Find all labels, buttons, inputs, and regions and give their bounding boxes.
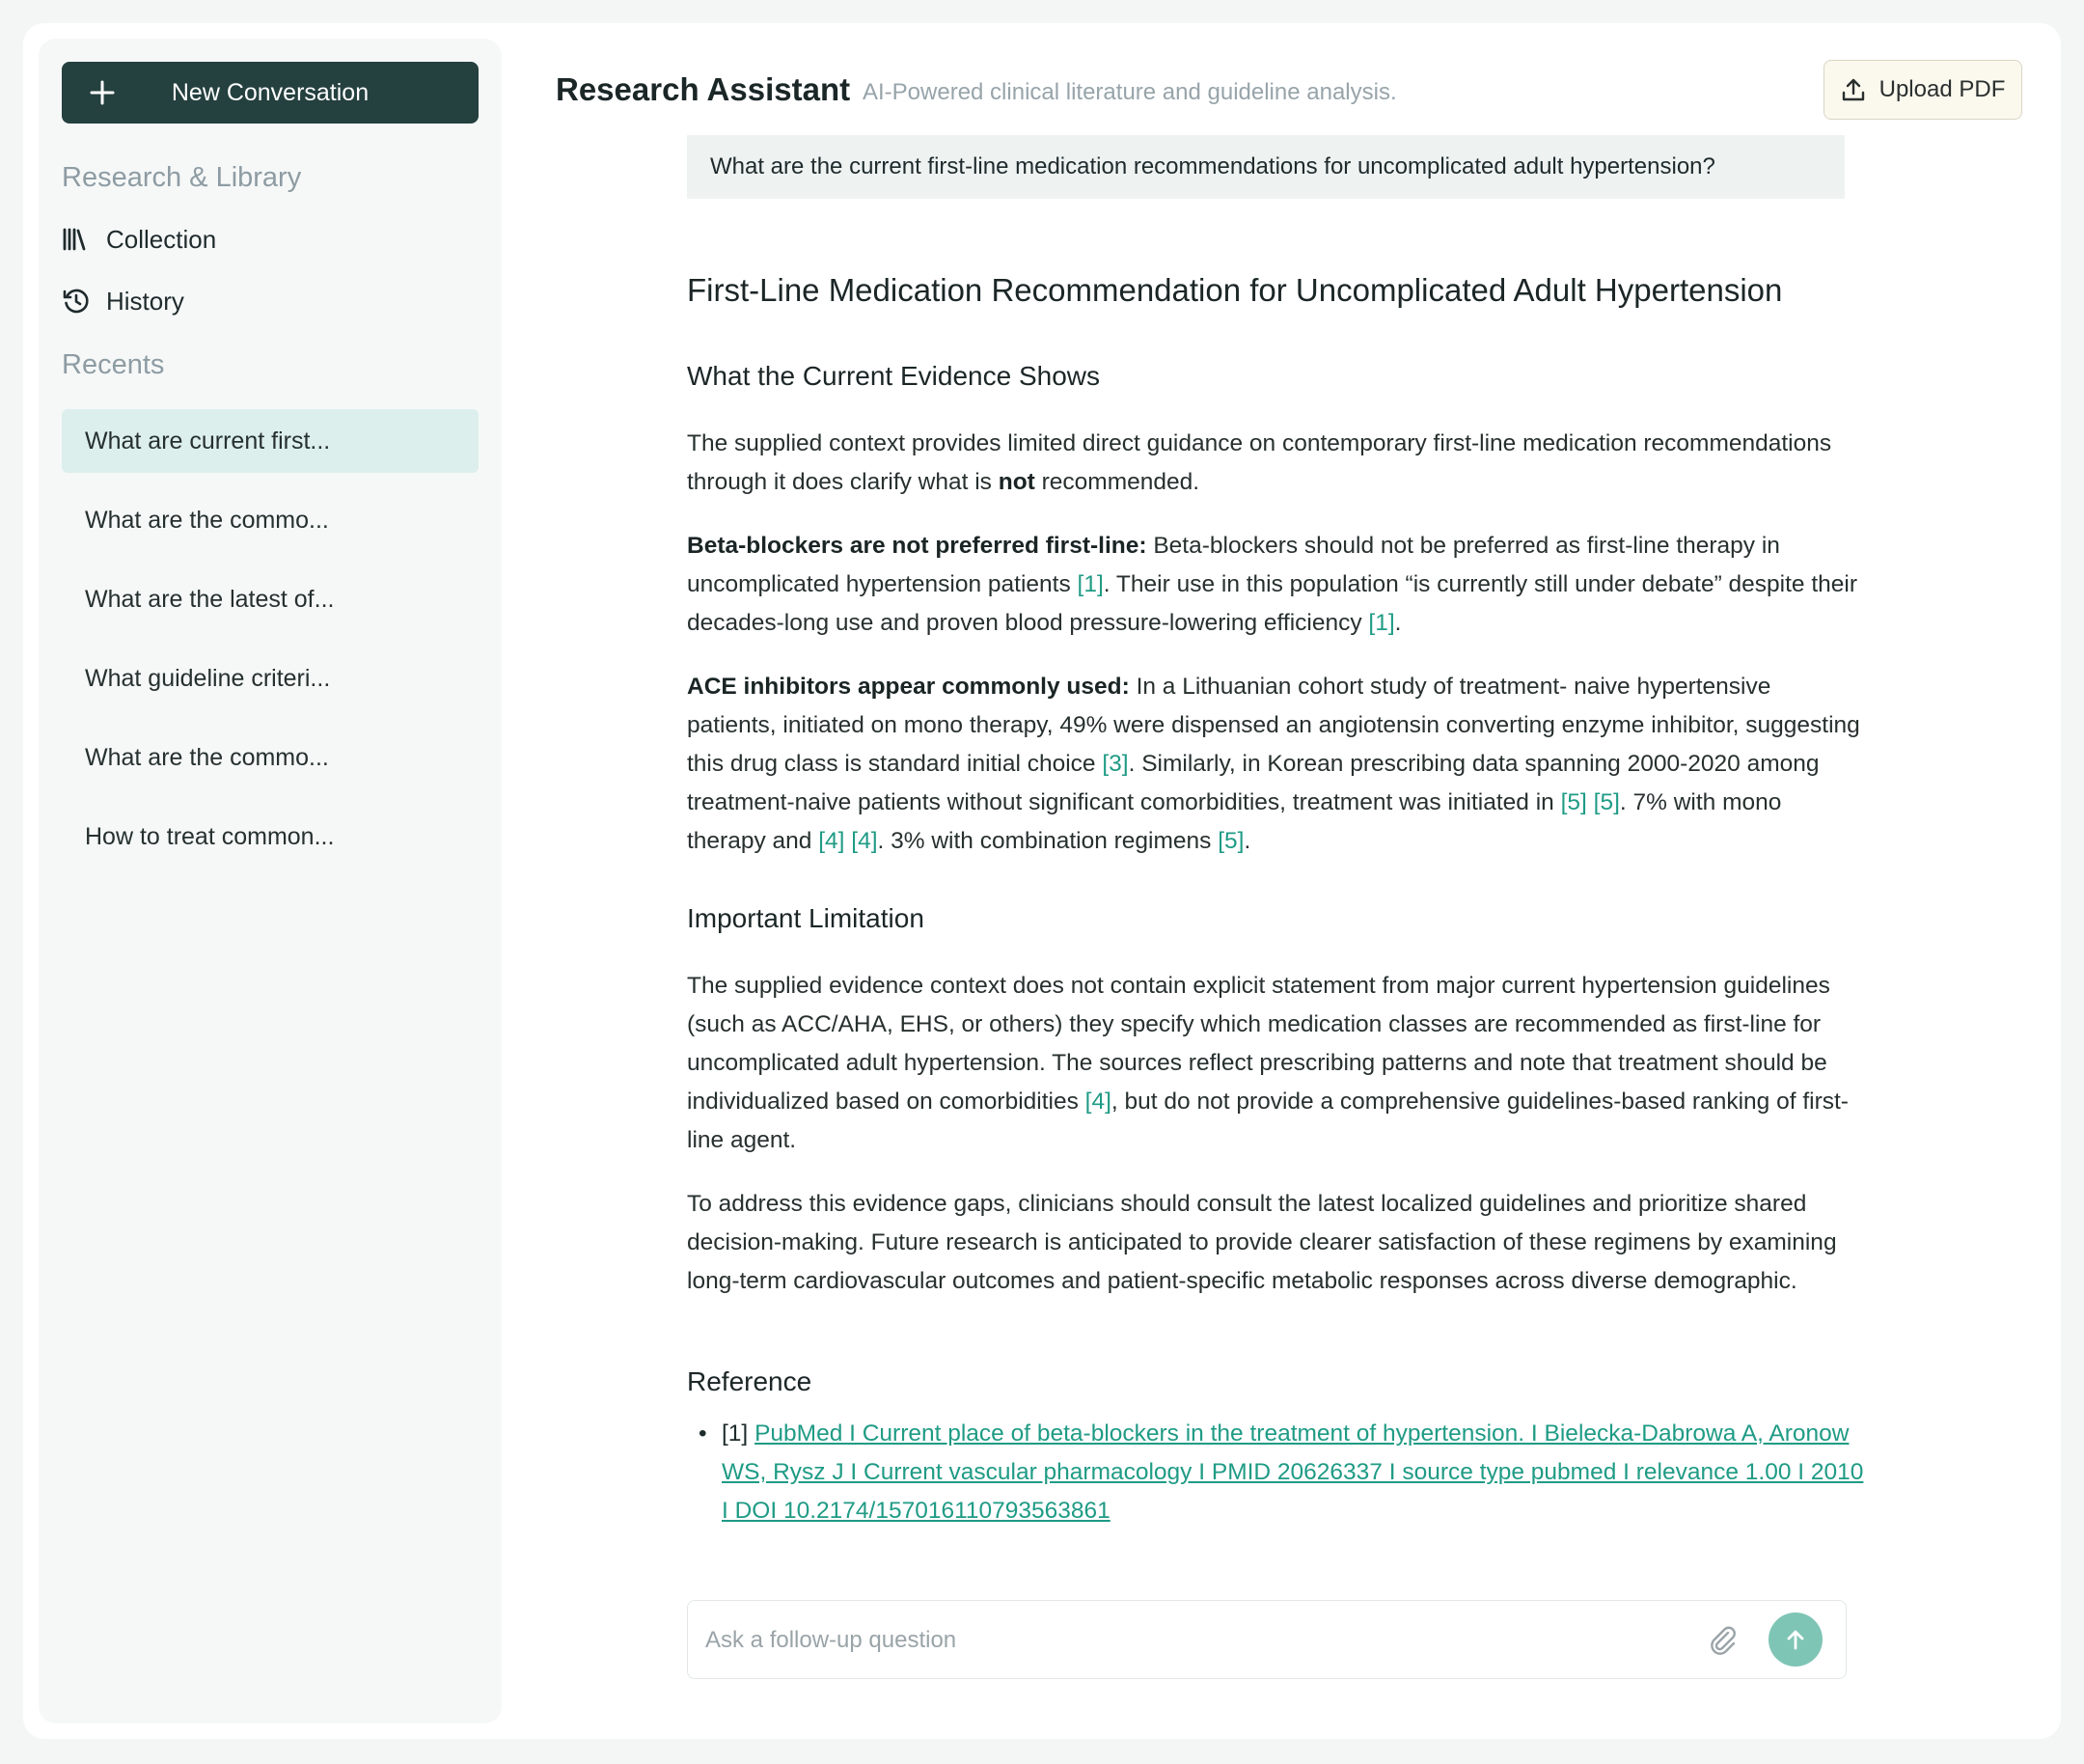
recent-item[interactable] xyxy=(62,647,479,710)
reference-item xyxy=(722,1415,1870,1530)
upload-pdf-label: Upload PDF xyxy=(1878,76,2006,102)
sidebar-item-history[interactable] xyxy=(62,278,479,324)
text: The supplied context provides limited direct guidance on contemporary first-line medication recommendations through it does clarify what is xyxy=(687,430,1832,495)
bullet: • xyxy=(699,1420,707,1447)
answer-title: First-Line Medication Recommendation for Uncomplicated Adult Hypertension xyxy=(687,272,1783,308)
text: Beta-blockers should not be preferred as first-line therapy in uncomplicated hypertension patients xyxy=(687,533,1780,597)
page-title: Research Assistant xyxy=(556,71,851,107)
recent-item[interactable] xyxy=(62,805,479,868)
section-heading-evidence: What the Current Evidence Shows xyxy=(687,361,1100,391)
plus-icon xyxy=(89,79,116,106)
citation-link[interactable]: [5] xyxy=(1218,828,1245,854)
answer-paragraph-2 xyxy=(687,527,1864,643)
follow-up-input[interactable] xyxy=(703,1618,1653,1663)
new-conversation-button[interactable] xyxy=(62,62,479,124)
citation-link[interactable]: [5] [5] xyxy=(1560,789,1620,815)
upload-icon xyxy=(1841,77,1866,102)
reference-number: [1] xyxy=(722,1420,749,1447)
answer-paragraph-4 xyxy=(687,967,1864,1160)
text: In a Lithuanian cohort study of treatment- naive hypertensive patients, initiated on mono therapy, 49% were dispensed an angiotensin converting enzyme inhibitor, suggesting this drug class is standard initial choice xyxy=(687,674,1860,777)
recent-item-label: How to treat common... xyxy=(85,822,335,850)
emphasis: not xyxy=(998,469,1035,495)
answer-paragraph-3 xyxy=(687,668,1864,861)
citation-link[interactable]: [1] xyxy=(1077,571,1104,597)
paragraph-lead: ACE inhibitors appear commonly used: xyxy=(687,674,1130,700)
recent-item[interactable] xyxy=(62,409,479,473)
section-title-recents: Recents xyxy=(62,349,165,380)
new-conversation-label: New Conversation xyxy=(171,78,370,106)
page-subtitle: AI-Powered clinical literature and guideline analysis. xyxy=(863,79,1397,105)
citation-link[interactable]: [3] xyxy=(1102,751,1129,777)
recent-item-label: What guideline criteri... xyxy=(85,664,331,692)
paragraph-lead: Beta-blockers are not preferred first-line: xyxy=(687,533,1147,559)
answer-paragraph-1 xyxy=(687,425,1864,502)
user-question: What are the current first-line medication recommendations for uncomplicated adult hypertension? xyxy=(687,135,1845,199)
section-heading-reference: Reference xyxy=(687,1366,812,1396)
recent-item-label: What are the latest of... xyxy=(85,585,335,613)
paperclip-icon[interactable] xyxy=(1707,1624,1740,1657)
recent-item[interactable] xyxy=(62,726,479,789)
section-title-library: Research & Library xyxy=(62,162,302,193)
history-icon xyxy=(62,287,91,316)
text: . Similarly, in Korean prescribing data spanning 2000-2020 among treatment-naive patients without significant comorbidities, treatment was initiated in xyxy=(687,751,1820,815)
recent-item[interactable] xyxy=(62,488,479,552)
section-heading-limitation: Important Limitation xyxy=(687,903,924,933)
answer-paragraph-5: To address this evidence gaps, clinicians should consult the latest localized guidelines and prioritize shared decision-making. Future research is anticipated to provide clearer satisfaction of these regimens by examining long-term cardiovascular outcomes and patient-specific metabolic responses across diverse demographic. xyxy=(687,1191,1837,1294)
text: , but do not provide a comprehensive guidelines-based ranking of first-line agent. xyxy=(687,1089,1849,1153)
text: . xyxy=(1394,610,1402,636)
sidebar-item-label: History xyxy=(106,286,184,316)
sidebar-item-label: Collection xyxy=(106,224,217,254)
recent-item-label: What are current first... xyxy=(85,427,331,455)
send-button[interactable] xyxy=(1769,1612,1823,1667)
text: . Their use in this population “is currently still under debate” despite their decades-long use and proven blood pressure-lowering efficiency xyxy=(687,571,1858,636)
follow-up-composer xyxy=(687,1600,1847,1679)
text: The supplied evidence context does not contain explicit statement from major current hypertension guidelines (such as ACC/AHA, EHS, or others) they specify which medication classes are recommended as first-line for uncomplicated adult hypertension. The sources reflect prescribing patterns and note that treatment should be individualized based on comorbidities xyxy=(687,973,1830,1115)
citation-link[interactable]: [4] [4] xyxy=(818,828,878,854)
sidebar xyxy=(39,39,502,1723)
recent-item-label: What are the commo... xyxy=(85,506,329,534)
citation-link[interactable]: [4] xyxy=(1084,1089,1111,1115)
text: . 3% with combination regimens xyxy=(877,828,1219,854)
recent-item[interactable] xyxy=(62,567,479,631)
text: . 7% with mono therapy and xyxy=(687,789,1782,854)
citation-link[interactable]: [1] xyxy=(1368,610,1395,636)
arrow-up-icon xyxy=(1783,1627,1808,1652)
recent-item-label: What are the commo... xyxy=(85,743,329,771)
sidebar-item-collection[interactable] xyxy=(62,216,479,262)
text: recommended. xyxy=(1034,469,1200,495)
text: . xyxy=(1244,828,1251,854)
library-icon xyxy=(62,225,91,254)
upload-pdf-button[interactable] xyxy=(1824,60,2022,120)
reference-link[interactable]: PubMed I Current place of beta-blockers in the treatment of hypertension. I Bielecka-Dabrowa A, Aronow WS, Rysz J I Current vascular pharmacology I PMID 20626337 I source type pubmed I relevance 1.00 I 2010 I DOI 10.2174/157016110793563861 xyxy=(722,1420,1864,1524)
